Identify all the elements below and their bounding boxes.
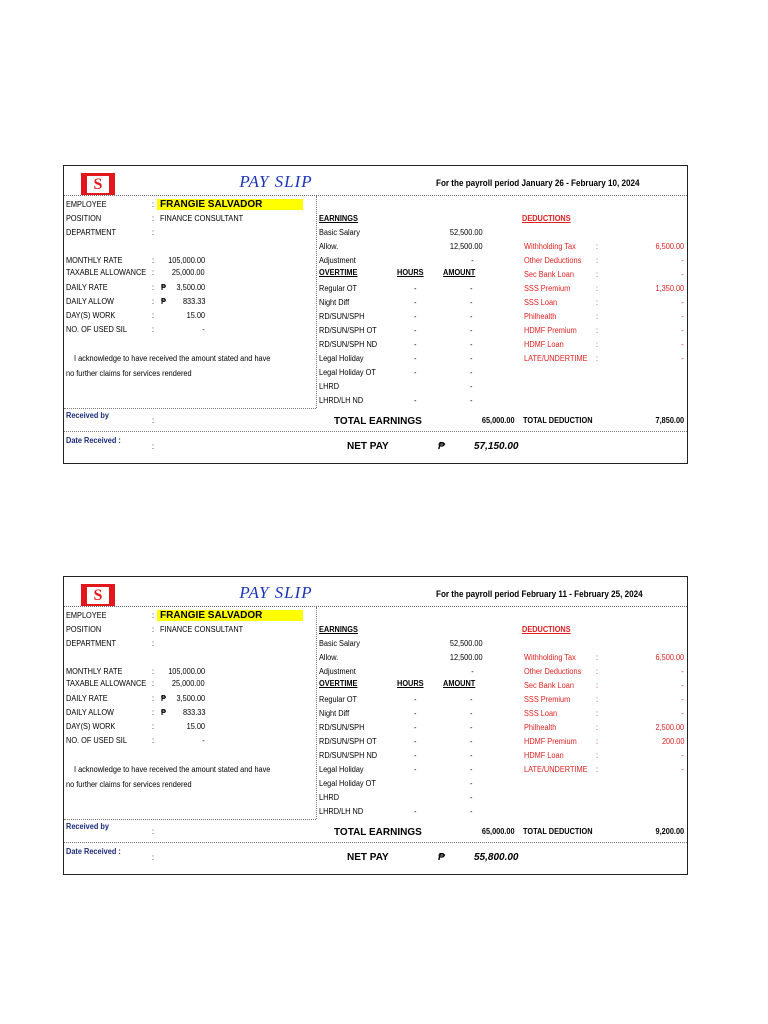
sil-value: - bbox=[202, 325, 205, 334]
deduction-row-label: Other Deductions bbox=[524, 256, 582, 265]
monthly-rate-value: 105,000.00 bbox=[168, 256, 205, 265]
overtime-row-label: Regular OT bbox=[319, 284, 358, 293]
total-deduction-label: TOTAL DEDUCTION bbox=[523, 416, 593, 425]
overtime-row-hours: - bbox=[414, 695, 417, 704]
deduction-row-value: - bbox=[681, 695, 684, 704]
deduction-row-label: LATE/UNDERTIME bbox=[524, 354, 588, 363]
deduction-row-label: Sec Bank Loan bbox=[524, 270, 574, 279]
overtime-row-amount: - bbox=[470, 793, 473, 802]
overtime-row-amount: - bbox=[470, 284, 473, 293]
divider bbox=[64, 842, 687, 843]
overtime-row-amount: - bbox=[470, 312, 473, 321]
basic-salary-value: 52,500.00 bbox=[450, 639, 483, 648]
deduction-row-label: HDMF Premium bbox=[524, 326, 577, 335]
deduction-row-value: 6,500.00 bbox=[655, 242, 684, 251]
earnings-heading: EARNINGS bbox=[319, 214, 358, 223]
deductions-heading: DEDUCTIONS bbox=[522, 214, 571, 223]
overtime-heading: OVERTIME bbox=[319, 268, 358, 277]
taxable-allowance-label: TAXABLE ALLOWANCE bbox=[66, 268, 147, 277]
allow-label: Allow. bbox=[319, 242, 339, 251]
colon: : bbox=[152, 611, 155, 620]
deduction-row-label: HDMF Loan bbox=[524, 751, 564, 760]
deduction-row-value: 2,500.00 bbox=[655, 723, 684, 732]
received-by-label: Received by bbox=[66, 411, 109, 420]
deduction-row-label: Withholding Tax bbox=[524, 242, 576, 251]
deduction-row-value: - bbox=[681, 751, 684, 760]
colon: : bbox=[596, 709, 599, 718]
total-earnings-value: 65,000.00 bbox=[482, 416, 515, 425]
overtime-row-label: RD/SUN/SPH ND bbox=[319, 751, 378, 760]
amount-heading: AMOUNT bbox=[443, 679, 476, 688]
basic-salary-label: Basic Salary bbox=[319, 639, 360, 648]
overtime-row-amount: - bbox=[470, 354, 473, 363]
deduction-row-value: - bbox=[681, 667, 684, 676]
overtime-row-hours: - bbox=[414, 765, 417, 774]
divider bbox=[64, 431, 687, 432]
earnings-heading: EARNINGS bbox=[319, 625, 358, 634]
employee-name: FRANGIE SALVADOR bbox=[157, 199, 303, 210]
position-label: POSITION bbox=[66, 214, 102, 223]
monthly-rate-label: MONTHLY RATE bbox=[66, 256, 123, 265]
colon: : bbox=[152, 639, 155, 648]
colon: : bbox=[152, 256, 155, 265]
overtime-row-label: Legal Holiday OT bbox=[319, 779, 376, 788]
deduction-row-label: Other Deductions bbox=[524, 667, 582, 676]
overtime-row-label: RD/SUN/SPH OT bbox=[319, 326, 377, 335]
colon: : bbox=[596, 751, 599, 760]
overtime-row-amount: - bbox=[470, 723, 473, 732]
overtime-row-label: Legal Holiday OT bbox=[319, 368, 376, 377]
colon: : bbox=[152, 853, 155, 862]
deduction-row-label: SSS Loan bbox=[524, 298, 558, 307]
overtime-row-label: Legal Holiday bbox=[319, 354, 364, 363]
allow-label: Allow. bbox=[319, 653, 339, 662]
colon: : bbox=[596, 312, 599, 321]
deduction-row-value: - bbox=[681, 270, 684, 279]
colon: : bbox=[152, 200, 155, 209]
logo-letter: S bbox=[87, 587, 109, 604]
colon: : bbox=[152, 283, 155, 292]
deduction-row-value: - bbox=[681, 354, 684, 363]
overtime-row-label: Legal Holiday bbox=[319, 765, 364, 774]
payslip-title: PAY SLIP bbox=[239, 172, 313, 191]
monthly-rate-value: 105,000.00 bbox=[168, 667, 205, 676]
overtime-row-amount: - bbox=[470, 709, 473, 718]
days-work-value: 15.00 bbox=[186, 311, 205, 320]
colon: : bbox=[152, 625, 155, 634]
deduction-row-label: HDMF Loan bbox=[524, 340, 564, 349]
deduction-row-value: - bbox=[681, 681, 684, 690]
daily-rate-value: 3,500.00 bbox=[176, 694, 205, 703]
monthly-rate-label: MONTHLY RATE bbox=[66, 667, 123, 676]
overtime-row-hours: - bbox=[414, 807, 417, 816]
daily-rate-label: DAILY RATE bbox=[66, 694, 108, 703]
colon: : bbox=[152, 214, 155, 223]
colon: : bbox=[596, 737, 599, 746]
header-divider bbox=[64, 195, 687, 196]
total-earnings-value: 65,000.00 bbox=[482, 827, 515, 836]
colon: : bbox=[596, 354, 599, 363]
overtime-row-label: Night Diff bbox=[319, 298, 350, 307]
net-pay-label: NET PAY bbox=[347, 852, 389, 863]
colon: : bbox=[152, 311, 155, 320]
colon: : bbox=[152, 827, 155, 836]
taxable-allowance-value: 25,000.00 bbox=[172, 268, 205, 277]
company-logo bbox=[81, 584, 115, 606]
position-value: FINANCE CONSULTANT bbox=[160, 625, 244, 634]
overtime-row-hours: - bbox=[414, 326, 417, 335]
logo-letter: S bbox=[87, 176, 109, 193]
overtime-row-hours: - bbox=[414, 340, 417, 349]
allow-value: 12,500.00 bbox=[450, 242, 483, 251]
total-deduction-value: 9,200.00 bbox=[655, 827, 684, 836]
deduction-row-value: - bbox=[681, 256, 684, 265]
department-label: DEPARTMENT bbox=[66, 228, 117, 237]
colon: : bbox=[152, 325, 155, 334]
colon: : bbox=[152, 708, 155, 717]
adjustment-value: - bbox=[471, 667, 474, 676]
received-by-label: Received by bbox=[66, 822, 109, 831]
payslip-title: PAY SLIP bbox=[239, 583, 313, 602]
daily-rate-value: 3,500.00 bbox=[176, 283, 205, 292]
allow-value: 12,500.00 bbox=[450, 653, 483, 662]
net-pay-sign: ₱ bbox=[438, 441, 445, 452]
overtime-row-label: LHRD/LH ND bbox=[319, 807, 364, 816]
overtime-row-label: RD/SUN/SPH OT bbox=[319, 737, 377, 746]
sil-label: NO. OF USED SIL bbox=[66, 325, 127, 334]
divider bbox=[64, 408, 316, 409]
overtime-row-hours: - bbox=[414, 284, 417, 293]
deductions-heading: DEDUCTIONS bbox=[522, 625, 571, 634]
deduction-row-value: 200.00 bbox=[661, 737, 684, 746]
divider bbox=[64, 819, 316, 820]
adjustment-label: Adjustment bbox=[319, 256, 356, 265]
deduction-row-label: SSS Premium bbox=[524, 695, 571, 704]
colon: : bbox=[152, 228, 155, 237]
sil-label: NO. OF USED SIL bbox=[66, 736, 127, 745]
position-label: POSITION bbox=[66, 625, 102, 634]
overtime-row-amount: - bbox=[470, 765, 473, 774]
days-work-label: DAY(S) WORK bbox=[66, 311, 116, 320]
colon: : bbox=[152, 442, 155, 451]
employee-name: FRANGIE SALVADOR bbox=[157, 610, 303, 621]
deduction-row-value: - bbox=[681, 340, 684, 349]
daily-allow-label: DAILY ALLOW bbox=[66, 297, 114, 306]
overtime-row-hours: - bbox=[414, 396, 417, 405]
daily-allow-value: 833.33 bbox=[182, 297, 205, 306]
overtime-row-amount: - bbox=[470, 368, 473, 377]
overtime-row-label: LHRD bbox=[319, 382, 340, 391]
department-label: DEPARTMENT bbox=[66, 639, 117, 648]
acknowledge-text: I acknowledge to have received the amount stated and have bbox=[74, 765, 271, 774]
deduction-row-label: HDMF Premium bbox=[524, 737, 577, 746]
column-divider bbox=[316, 607, 317, 819]
amount-heading: AMOUNT bbox=[443, 268, 476, 277]
overtime-row-amount: - bbox=[470, 695, 473, 704]
overtime-row-amount: - bbox=[470, 396, 473, 405]
colon: : bbox=[152, 722, 155, 731]
overtime-row-label: LHRD/LH ND bbox=[319, 396, 364, 405]
net-pay-value: 57,150.00 bbox=[474, 441, 519, 452]
peso-sign: ₱ bbox=[161, 694, 166, 703]
deduction-row-label: Withholding Tax bbox=[524, 653, 576, 662]
colon: : bbox=[596, 298, 599, 307]
colon: : bbox=[152, 694, 155, 703]
colon: : bbox=[596, 695, 599, 704]
deduction-row-value: - bbox=[681, 326, 684, 335]
overtime-row-hours: - bbox=[414, 298, 417, 307]
overtime-row-amount: - bbox=[470, 807, 473, 816]
overtime-row-label: RD/SUN/SPH bbox=[319, 723, 365, 732]
colon: : bbox=[152, 297, 155, 306]
days-work-label: DAY(S) WORK bbox=[66, 722, 116, 731]
colon: : bbox=[596, 326, 599, 335]
overtime-row-hours: - bbox=[414, 368, 417, 377]
taxable-allowance-value: 25,000.00 bbox=[172, 679, 205, 688]
peso-sign: ₱ bbox=[161, 283, 166, 292]
colon: : bbox=[596, 256, 599, 265]
deduction-row-value: 6,500.00 bbox=[655, 653, 684, 662]
deduction-row-label: Sec Bank Loan bbox=[524, 681, 574, 690]
total-earnings-label: TOTAL EARNINGS bbox=[334, 416, 422, 427]
overtime-row-label: RD/SUN/SPH ND bbox=[319, 340, 378, 349]
acknowledge-text: no further claims for services rendered bbox=[66, 780, 192, 789]
payroll-period: For the payroll period January 26 - February 10, 2024 bbox=[436, 178, 640, 188]
deduction-row-value: - bbox=[681, 709, 684, 718]
date-received-label: Date Received : bbox=[66, 847, 121, 856]
colon: : bbox=[152, 416, 155, 425]
daily-rate-label: DAILY RATE bbox=[66, 283, 108, 292]
overtime-row-amount: - bbox=[470, 751, 473, 760]
employee-label: EMPLOYEE bbox=[66, 611, 107, 620]
deduction-row-label: SSS Premium bbox=[524, 284, 571, 293]
colon: : bbox=[596, 653, 599, 662]
total-earnings-label: TOTAL EARNINGS bbox=[334, 827, 422, 838]
net-pay-sign: ₱ bbox=[438, 852, 445, 863]
column-divider bbox=[316, 196, 317, 408]
basic-salary-value: 52,500.00 bbox=[450, 228, 483, 237]
overtime-row-label: LHRD bbox=[319, 793, 340, 802]
overtime-row-amount: - bbox=[470, 298, 473, 307]
colon: : bbox=[596, 270, 599, 279]
deduction-row-label: SSS Loan bbox=[524, 709, 558, 718]
sil-value: - bbox=[202, 736, 205, 745]
peso-sign: ₱ bbox=[161, 708, 166, 717]
overtime-row-label: RD/SUN/SPH bbox=[319, 312, 365, 321]
overtime-row-hours: - bbox=[414, 709, 417, 718]
overtime-row-hours: - bbox=[414, 723, 417, 732]
net-pay-value: 55,800.00 bbox=[474, 852, 519, 863]
basic-salary-label: Basic Salary bbox=[319, 228, 360, 237]
hours-heading: HOURS bbox=[397, 679, 424, 688]
acknowledge-text: no further claims for services rendered bbox=[66, 369, 192, 378]
total-deduction-value: 7,850.00 bbox=[655, 416, 684, 425]
overtime-row-amount: - bbox=[470, 382, 473, 391]
colon: : bbox=[596, 340, 599, 349]
adjustment-value: - bbox=[471, 256, 474, 265]
overtime-heading: OVERTIME bbox=[319, 679, 358, 688]
deduction-row-value: - bbox=[681, 765, 684, 774]
colon: : bbox=[596, 681, 599, 690]
days-work-value: 15.00 bbox=[186, 722, 205, 731]
hours-heading: HOURS bbox=[397, 268, 424, 277]
colon: : bbox=[152, 736, 155, 745]
position-value: FINANCE CONSULTANT bbox=[160, 214, 244, 223]
overtime-row-amount: - bbox=[470, 737, 473, 746]
deduction-row-value: - bbox=[681, 312, 684, 321]
net-pay-label: NET PAY bbox=[347, 441, 389, 452]
header-divider bbox=[64, 606, 687, 607]
colon: : bbox=[596, 284, 599, 293]
deduction-row-label: Philhealth bbox=[524, 312, 557, 321]
total-deduction-label: TOTAL DEDUCTION bbox=[523, 827, 593, 836]
overtime-row-hours: - bbox=[414, 751, 417, 760]
deduction-row-value: - bbox=[681, 298, 684, 307]
colon: : bbox=[152, 679, 155, 688]
employee-label: EMPLOYEE bbox=[66, 200, 107, 209]
company-logo bbox=[81, 173, 115, 195]
payroll-period: For the payroll period February 11 - February 25, 2024 bbox=[436, 589, 643, 599]
overtime-row-hours: - bbox=[414, 312, 417, 321]
colon: : bbox=[596, 765, 599, 774]
overtime-row-hours: - bbox=[414, 354, 417, 363]
overtime-row-amount: - bbox=[470, 326, 473, 335]
overtime-row-hours: - bbox=[414, 737, 417, 746]
overtime-row-amount: - bbox=[470, 340, 473, 349]
acknowledge-text: I acknowledge to have received the amount stated and have bbox=[74, 354, 271, 363]
colon: : bbox=[596, 242, 599, 251]
colon: : bbox=[596, 723, 599, 732]
daily-allow-label: DAILY ALLOW bbox=[66, 708, 114, 717]
colon: : bbox=[152, 268, 155, 277]
colon: : bbox=[596, 667, 599, 676]
deduction-row-value: 1,350.00 bbox=[655, 284, 684, 293]
adjustment-label: Adjustment bbox=[319, 667, 356, 676]
daily-allow-value: 833.33 bbox=[182, 708, 205, 717]
payslip bbox=[63, 165, 688, 464]
deduction-row-label: LATE/UNDERTIME bbox=[524, 765, 588, 774]
colon: : bbox=[152, 667, 155, 676]
payslip bbox=[63, 576, 688, 875]
overtime-row-label: Regular OT bbox=[319, 695, 358, 704]
taxable-allowance-label: TAXABLE ALLOWANCE bbox=[66, 679, 147, 688]
deduction-row-label: Philhealth bbox=[524, 723, 557, 732]
peso-sign: ₱ bbox=[161, 297, 166, 306]
overtime-row-label: Night Diff bbox=[319, 709, 350, 718]
overtime-row-amount: - bbox=[470, 779, 473, 788]
date-received-label: Date Received : bbox=[66, 436, 121, 445]
